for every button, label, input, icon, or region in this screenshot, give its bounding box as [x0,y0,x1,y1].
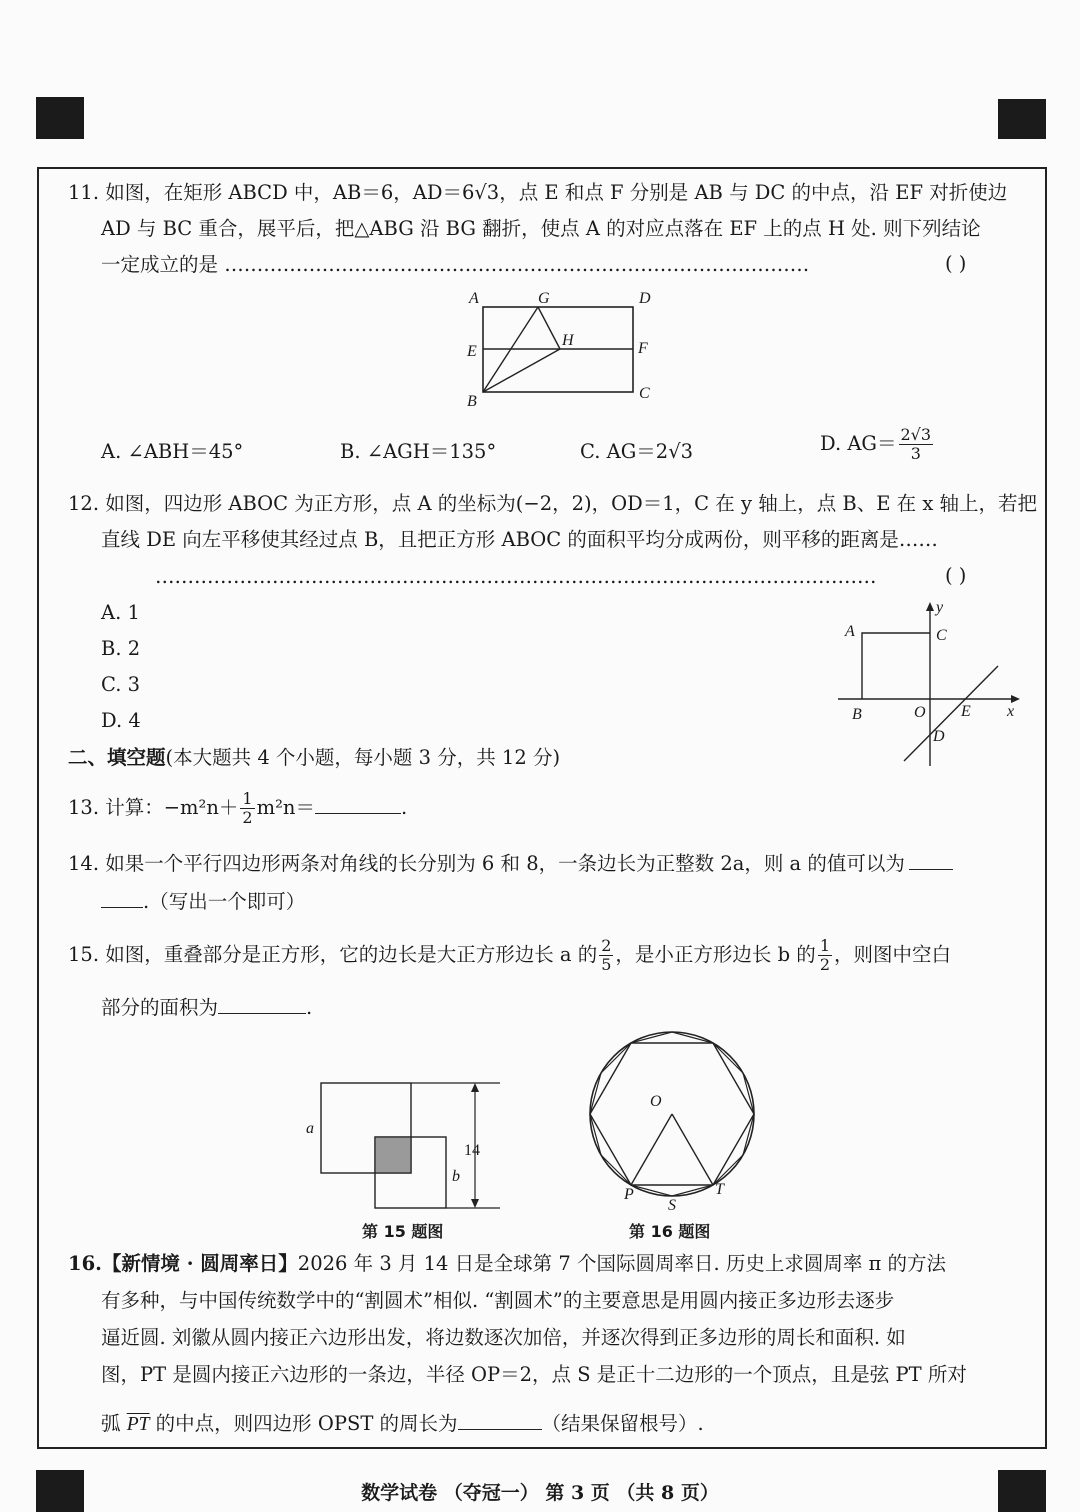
q14-line-2 [101,887,305,915]
q11-label-d: D [639,290,651,307]
q15-part-1: 15. 如图，重叠部分是正方形，它的边长是大正方形边长 a 的 [68,943,598,966]
registration-mark-top-left [36,97,84,139]
q15-text-2: 部分的面积为 [101,996,219,1019]
q11-label-h: H [562,332,574,349]
q11-option-d [820,426,935,463]
q11-option-d-prefix: D. AG＝ [820,432,897,455]
q15-end: . [306,996,313,1019]
q16-line-3: 逼近圆. 刘徽从圆内接正六边形出发，将边数逐次加倍，并逐次得到正多边形的周长和面积. 如 [101,1326,906,1349]
q11-label-c: C [639,385,650,402]
q12-line-1: 12. 如图，四边形 ABOC 为正方形，点 A 的坐标为(−2，2)，OD＝1，C 在 y 轴上，点 B、E 在 x 轴上，若把 [68,492,1038,515]
q15-frac1-num: 2 [601,936,612,955]
q15-figure-caption: 第 15 题图 [362,1222,444,1241]
q15-fraction-1 [599,937,613,974]
q15-fraction-2 [818,937,832,974]
q12-label-b: B [852,706,862,723]
q11-answer-paren: ( ) [945,252,967,275]
q12-option-d: D. 4 [101,709,141,732]
section-2-desc: (本大题共 4 个小题，每小题 3 分，共 12 分) [165,746,561,769]
section-2-title: 二、填空题 [68,746,166,769]
q15-label-14: 14 [464,1142,480,1159]
q11-line-3: 一定成立的是 ……………………………………………………………………………… [101,253,810,276]
q16-line-1-rest: 2026 年 3 月 14 日是全球第 7 个国际圆周率日. 历史上求圆周率 π 的方法 [297,1252,947,1275]
q12-option-a: A. 1 [101,601,140,624]
q15-frac1-den: 5 [601,955,612,974]
q11-label-e: E [467,343,477,360]
q12-label-a: A [845,623,855,640]
q11-label-b: B [467,393,477,410]
q15-figure [300,1075,510,1215]
q15-label-a: a [306,1120,314,1137]
q12-option-c: C. 3 [101,673,141,696]
q15-line-1 [68,937,951,974]
q16-figure-caption: 第 16 题图 [629,1222,711,1241]
q14-answer-blank-2[interactable] [101,887,143,908]
q11-option-d-den: 3 [910,444,921,463]
q16-line-1 [68,1251,946,1277]
q12-label-x: x [1007,703,1015,720]
q12-answer-paren: ( ) [945,564,967,587]
q16-label-t: T [715,1181,724,1198]
q15-line-2 [101,993,312,1021]
q11-option-a: A. ∠ABH＝45° [101,440,244,463]
q11-option-d-num: 2√3 [900,425,932,444]
q15-label-b: b [452,1168,460,1185]
q15-frac2-den: 2 [819,955,830,974]
q15-frac2-num: 1 [819,936,830,955]
q11-label-f: F [638,340,648,357]
q13-answer-blank[interactable] [315,793,401,814]
q16-line-2: 有多种，与中国传统数学中的“割圆术”相似. “割圆术”的主要意思是用圆内接正多边形去逐步 [101,1289,895,1312]
q12-label-c: C [936,627,947,644]
q16-line-5-a: 弧 [101,1412,127,1435]
q14-line-1 [68,849,953,877]
q11-line-2: AD 与 BC 重合，展平后，把△ABG 沿 BG 翻折，使点 A 的对应点落在 EF 上的点 H 处. 则下列结论 [101,217,981,240]
q12-label-y: y [936,599,944,616]
section-2-header [68,745,560,771]
q14-text-2: .（写出一个即可） [143,890,306,913]
q13-frac-num: 1 [242,789,253,808]
q14-answer-blank-1[interactable] [909,849,953,870]
q11-option-d-fraction [899,426,934,463]
q14-text-1: 14. 如果一个平行四边形两条对角线的长分别为 6 和 8，一条边长为正整数 2a，则 a 的值可以为 [68,852,905,875]
q16-label-o: O [650,1093,662,1110]
q13-end: . [400,796,408,819]
q12-label-o: O [914,704,926,721]
q16-line-5 [101,1409,704,1438]
q11-label-g: G [538,290,550,307]
q11-figure [460,285,660,410]
q12-figure [830,596,1030,771]
q16-arc-pt: $\overline{PT}$ [126,1414,150,1435]
q11-option-c: C. AG＝2√3 [580,440,694,463]
q12-label-d: D [933,728,945,745]
q11-line-1: 11. 如图，在矩形 ABCD 中，AB＝6，AD＝6√3，点 E 和点 F 分别是 AB 与 DC 的中点，沿 EF 对折使边 [68,181,1008,204]
q16-line-5-b: 的中点，则四边形 OPST 的周长为 [149,1412,458,1435]
q16-tag: 16.【新情境 · 圆周率日】 [68,1252,298,1275]
registration-mark-top-right [998,99,1046,139]
page-footer: 数学试卷 （夺冠一） 第 3 页 （共 8 页） [361,1482,719,1504]
q13-fraction [240,790,254,827]
q12-line-3: ………………………………………………………………………………………………… [155,565,877,588]
q15-answer-blank[interactable] [218,993,306,1014]
q12-label-e: E [961,703,971,720]
q16-line-4: 图，PT 是圆内接正六边形的一条边，半径 OP＝2，点 S 是正十二边形的一个顶点，且是弦 PT 所对 [101,1363,967,1386]
q13-frac-den: 2 [242,808,253,827]
q16-label-p: P [624,1186,634,1203]
q11-label-a: A [469,290,479,307]
q12-line-2: 直线 DE 向左平移使其经过点 B，且把正方形 ABOC 的面积平均分成两份，则平移的距离是…… [101,528,938,551]
q13-line [68,790,407,827]
q16-figure [583,1028,763,1218]
q11-option-b: B. ∠AGH＝135° [340,440,497,463]
q16-answer-blank[interactable] [458,1409,542,1430]
q15-part-2: ，是小正方形边长 b 的 [615,943,816,966]
q13-prefix: 13. 计算：−m²n＋ [68,796,239,819]
q13-suffix: m²n＝ [256,796,315,819]
q15-part-3: ，则图中空白 [834,943,952,966]
q16-label-s: S [668,1197,676,1214]
q16-line-5-c: （结果保留根号）. [541,1412,704,1435]
q12-option-b: B. 2 [101,637,141,660]
